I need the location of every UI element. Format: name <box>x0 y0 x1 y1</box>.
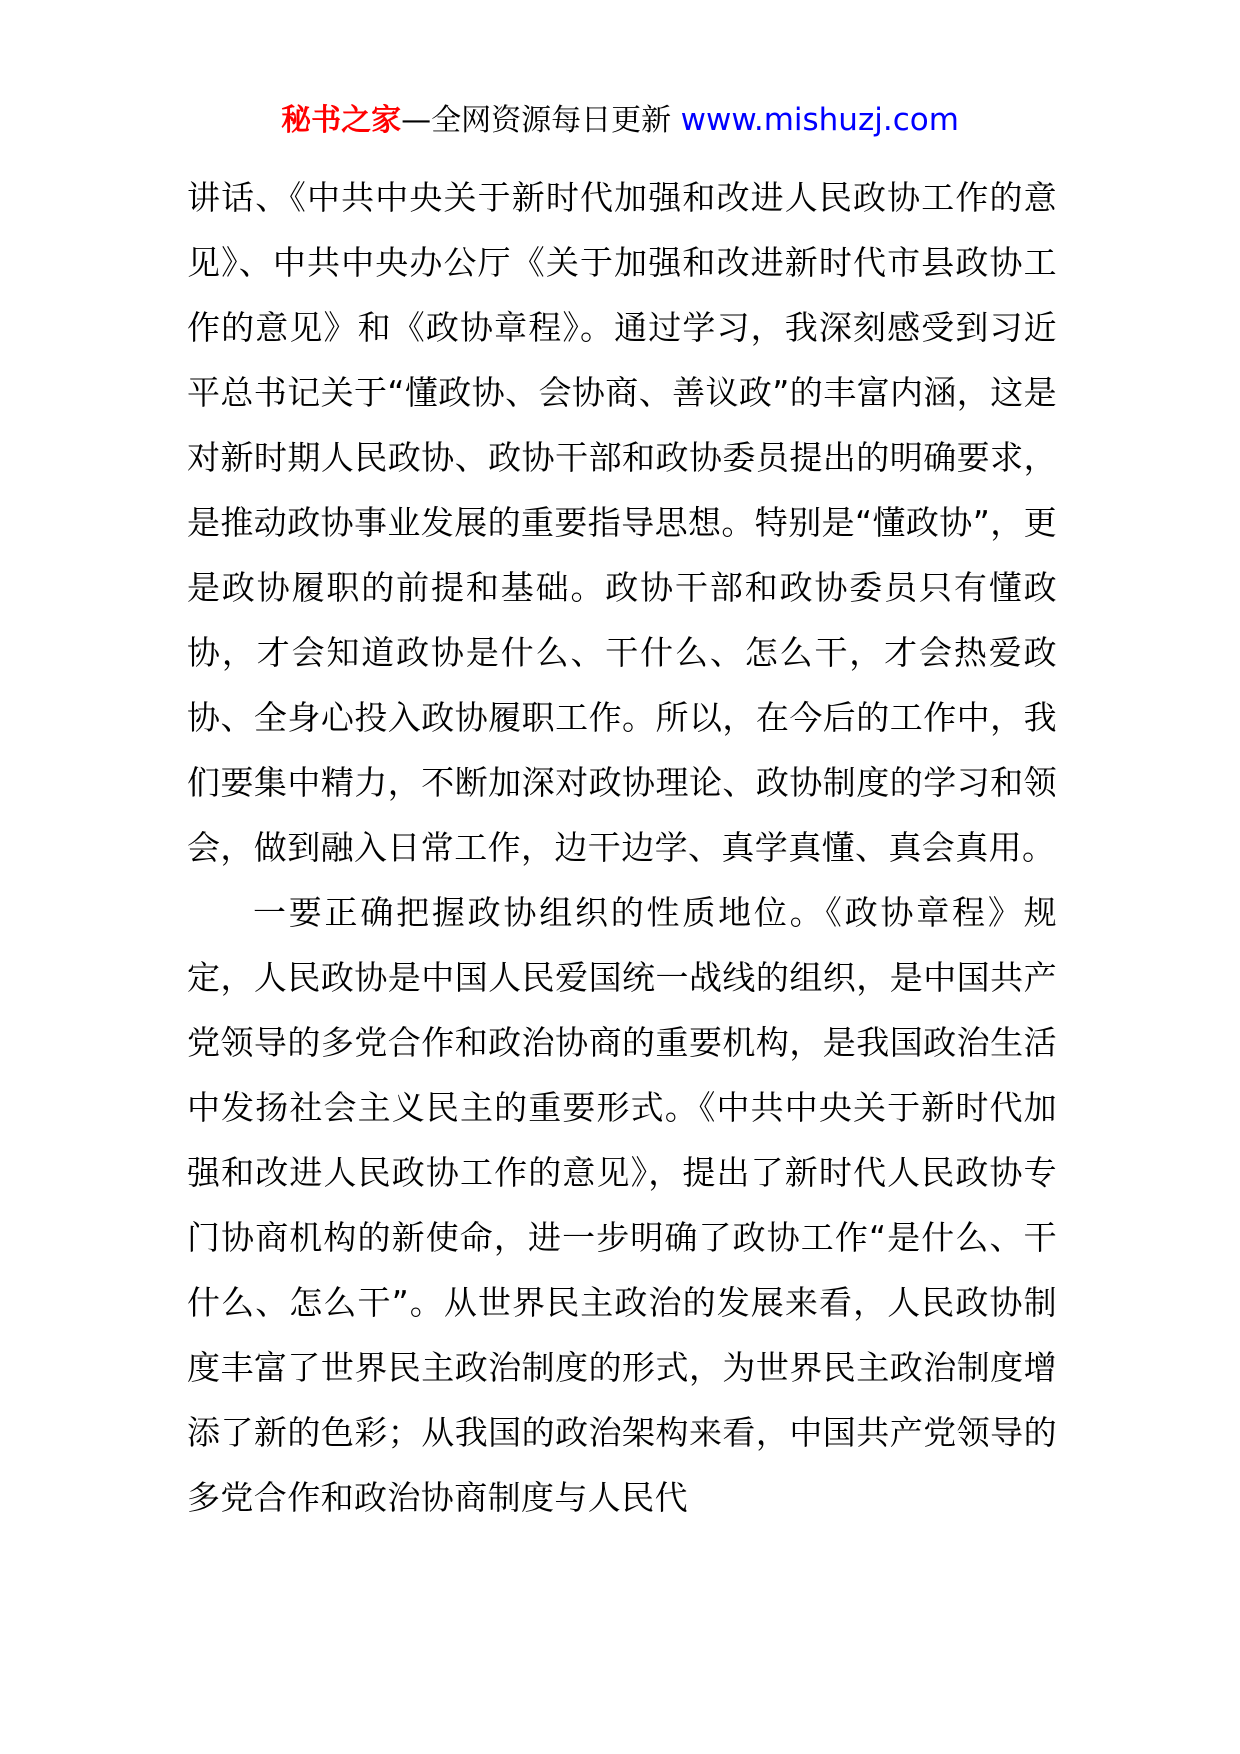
header-tagline: —全网资源每日更新 <box>401 103 672 138</box>
page-header <box>0 100 1240 141</box>
document-body <box>187 165 1057 1530</box>
site-url-link[interactable]: www.mishuzj.com <box>680 102 959 138</box>
brand-name: 秘书之家 <box>281 103 402 138</box>
paragraph-nature-status: 一要正确把握政协组织的性质地位。《政协章程》规定，人民政协是中国人民爱国统一战线的组织，是中国共产党领导的多党合作和政治协商的重要机构，是我国政治生活中发扬社会主义民主的重要形式。《中共中央关于新时代加强和改进人民政协工作的意见》，提出了新时代人民政协专门协商机构的新使命，进一步明确了政协工作“是什么、干什么、怎么干”。从世界民主政治的发展来看，人民政协制度丰富了世界民主政治制度的形式，为世界民主政治制度增添了新的色彩；从我国的政治架构来看，中国共产党领导的多党合作和政治协商制度与人民代 <box>187 893 1057 1517</box>
paragraph-continuation: 讲话、《中共中央关于新时代加强和改进人民政协工作的意见》、中共中央办公厅《关于加强和改进新时代市县政协工作的意见》和《政协章程》。通过学习，我深刻感受到习近平总书记关于“懂政协、会协商、善议政”的丰富内涵，这是对新时期人民政协、政协干部和政协委员提出的明确要求，是推动政协事业发展的重要指导思想。特别是“懂政协”，更是政协履职的前提和基础。政协干部和政协委员只有懂政协，才会知道政协是什么、干什么、怎么干，才会热爱政协、全身心投入政协履职工作。所以，在今后的工作中，我们要集中精力，不断加深对政协理论、政协制度的学习和领会，做到融入日常工作，边干边学、真学真懂、真会真用。 <box>187 178 1057 867</box>
